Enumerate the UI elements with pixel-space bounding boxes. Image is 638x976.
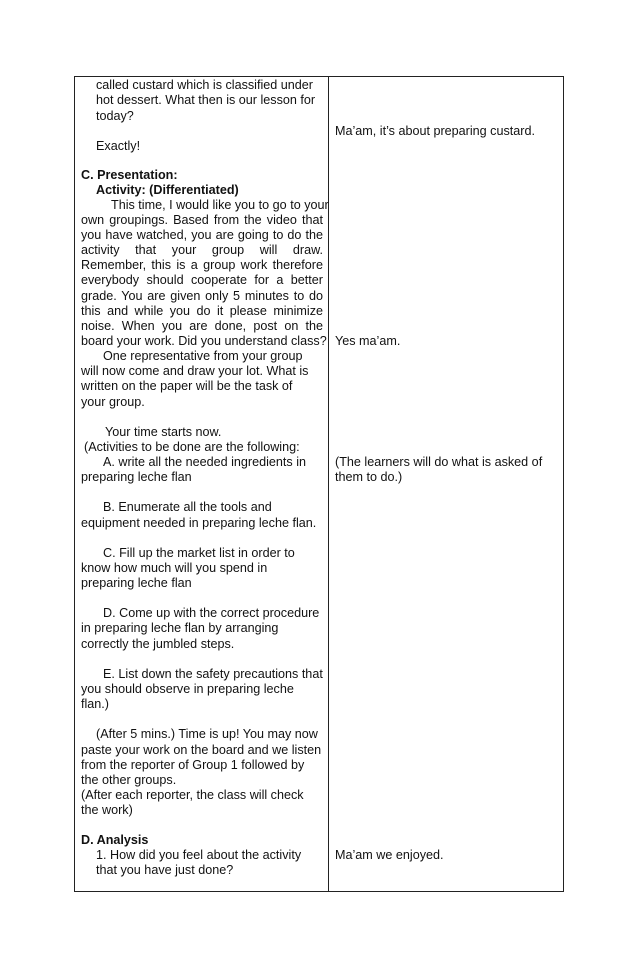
activity-c-line-3: preparing leche flan [81, 576, 192, 590]
activity-a-line-1: A. write all the needed ingredients in [103, 455, 307, 469]
activity-b-line-2: equipment needed in preparing leche flan. [81, 516, 317, 530]
activity-c-line-2: know how much will you spend in [81, 561, 268, 575]
presentation-line-9: noise. When you are done, post on the [81, 319, 323, 333]
lot-line-3: written on the paper will be the task of [81, 379, 293, 393]
presentation-line-1: This time, I would like you to go to your [111, 198, 329, 212]
intro-line-3: today? [96, 109, 134, 123]
after-line-4: the other groups. [81, 773, 177, 787]
activity-d-line-1: D. Come up with the correct procedure [103, 606, 320, 620]
presentation-line-10: board your work. Did you understand class? [81, 334, 327, 348]
presentation-line-3: you have watched, you are going to do the [81, 228, 323, 242]
presentation-heading: C. Presentation: [81, 168, 178, 182]
learner-do-line-1: (The learners will do what is asked of [335, 455, 543, 469]
lot-line-1: One representative from your group [103, 349, 303, 363]
presentation-line-6: everybody should cooperate for a better [81, 273, 323, 287]
lot-line-2: will now come and draw your lot. What is [81, 364, 309, 378]
presentation-line-2: own groupings. Based from the video that [81, 213, 323, 227]
analysis-q1-line-2: that you have just done? [96, 863, 234, 877]
activities-intro: (Activities to be done are the following: [84, 440, 300, 454]
after-line-2: paste your work on the board and we listen [81, 743, 322, 757]
activity-e-line-3: flan.) [81, 697, 109, 711]
analysis-q1-line-1: 1. How did you feel about the activity [96, 848, 302, 862]
learner-custard-answer: Ma’am, it’s about preparing custard. [335, 124, 535, 138]
activity-d-line-3: correctly the jumbled steps. [81, 637, 235, 651]
activity-e-line-1: E. List down the safety precautions that [103, 667, 323, 681]
activity-c-line-1: C. Fill up the market list in order to [103, 546, 295, 560]
intro-line-2: hot dessert. What then is our lesson for [96, 93, 316, 107]
lot-line-4: your group. [81, 395, 145, 409]
time-starts-text: Your time starts now. [105, 425, 222, 439]
activity-heading: Activity: (Differentiated) [96, 183, 239, 197]
activity-e-line-2: you should observe in preparing leche [81, 682, 294, 696]
presentation-line-7: grade. You are given only 5 minutes to do [81, 289, 323, 303]
presentation-line-4: activity that your group will draw. [81, 243, 323, 257]
after-line-5: (After each reporter, the class will check [81, 788, 304, 802]
analysis-heading: D. Analysis [81, 833, 149, 847]
presentation-line-5: Remember, this is a group work therefore [81, 258, 323, 272]
activity-b-line-1: B. Enumerate all the tools and [103, 500, 272, 514]
after-line-3: from the reporter of Group 1 followed by [81, 758, 305, 772]
activity-a-line-2: preparing leche flan [81, 470, 192, 484]
after-line-1: (After 5 mins.) Time is up! You may now [96, 727, 318, 741]
after-line-6: the work) [81, 803, 133, 817]
learner-enjoyed-answer: Ma’am we enjoyed. [335, 848, 444, 862]
learner-do-line-2: them to do.) [335, 470, 403, 484]
learner-yes-answer: Yes ma’am. [335, 334, 401, 348]
presentation-line-8: this and while you do it please minimize [81, 304, 323, 318]
activity-d-line-2: in preparing leche flan by arranging [81, 621, 279, 635]
exactly-text: Exactly! [96, 139, 141, 153]
intro-line-1: called custard which is classified under [96, 78, 313, 92]
